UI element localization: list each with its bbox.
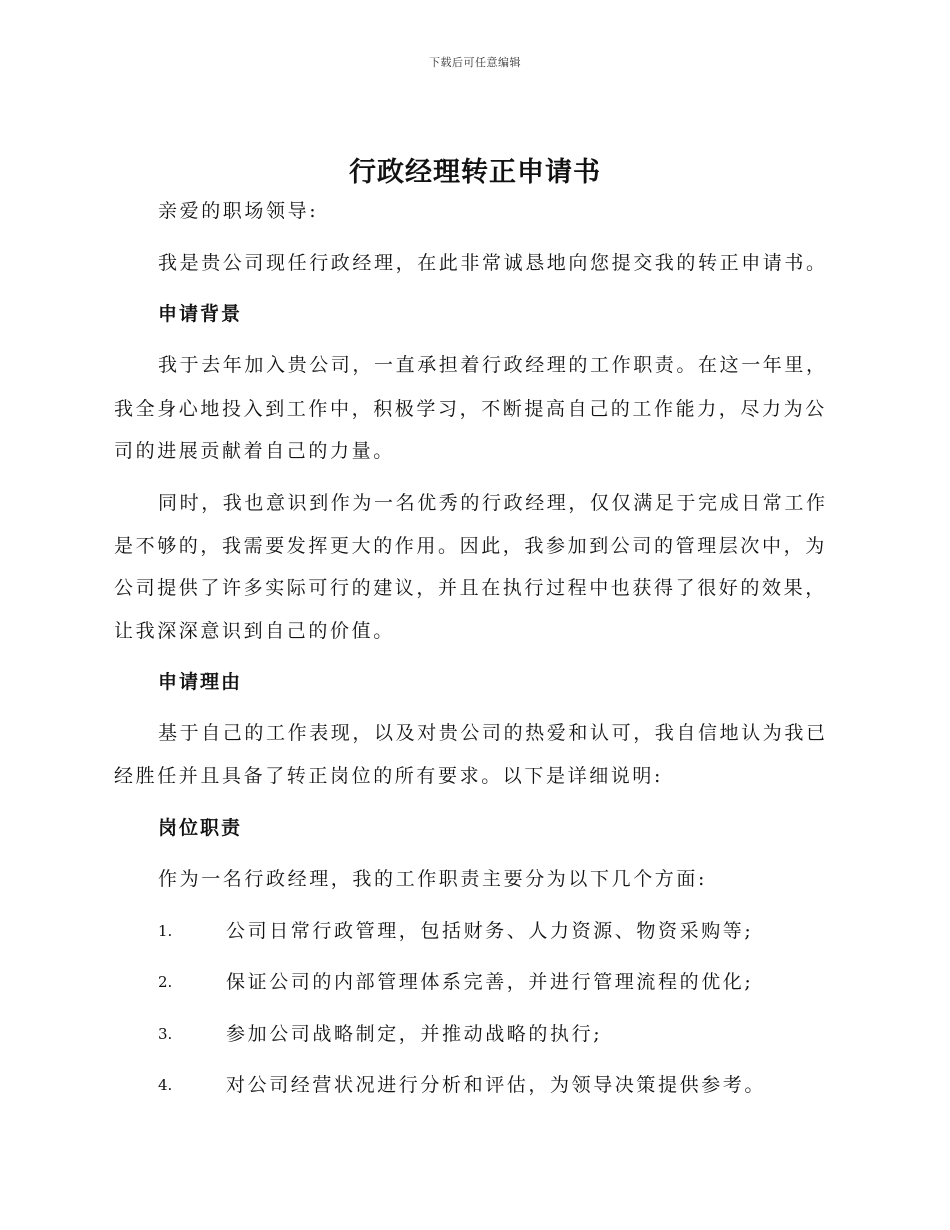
list-item-text: 保证公司的内部管理体系完善，并进行管理流程的优化; <box>226 971 754 993</box>
list-item-number: 2. <box>158 973 173 991</box>
background-p2-line-2: 是不够的，我需要发挥更大的作用。因此，我参加到公司的管理层次中，为 <box>114 535 827 557</box>
background-p1-line-2: 我全身心地投入到工作中，积极学习，不断提高自己的工作能力，尽力为公 <box>114 398 827 420</box>
background-p1-line-1: 我于去年加入贵公司，一直承担着行政经理的工作职责。在这一年里， <box>158 354 828 376</box>
background-p2-line-4: 让我深深意识到自己的价值。 <box>114 620 395 642</box>
reason-p1-line-2: 经胜任并且具备了转正岗位的所有要求。以下是详细说明: <box>114 765 664 787</box>
list-item-number: 4. <box>158 1076 173 1094</box>
document-title: 行政经理转正申请书 <box>349 157 601 188</box>
intro-paragraph: 我是贵公司现任行政经理，在此非常诚恳地向您提交我的转正申请书。 <box>158 252 828 274</box>
duties-intro: 作为一名行政经理，我的工作职责主要分为以下几个方面: <box>158 868 708 890</box>
section-heading-duties: 岗位职责 <box>158 817 243 839</box>
greeting: 亲爱的职场领导: <box>158 200 319 222</box>
background-p2-line-3: 公司提供了许多实际可行的建议，并且在执行过程中也获得了很好的效果， <box>114 577 827 599</box>
list-item-number: 3. <box>158 1025 173 1043</box>
section-heading-background: 申请背景 <box>158 303 243 325</box>
list-item-text: 对公司经营状况进行分析和评估，为领导决策提供参考。 <box>226 1074 767 1096</box>
list-item-text: 公司日常行政管理，包括财务、人力资源、物资采购等; <box>226 920 754 942</box>
background-p1-line-3: 司的进展贡献着自己的力量。 <box>114 440 395 462</box>
reason-p1-line-1: 基于自己的工作表现，以及对贵公司的热爱和认可，我自信地认为我已 <box>158 722 828 744</box>
background-p2-line-1: 同时，我也意识到作为一名优秀的行政经理，仅仅满足于完成日常工作 <box>158 492 828 514</box>
list-item-text: 参加公司战略制定，并推动战略的执行; <box>226 1023 603 1045</box>
header-note: 下载后可任意编辑 <box>429 56 521 69</box>
list-item-number: 1. <box>158 922 173 940</box>
section-heading-reason: 申请理由 <box>158 671 243 693</box>
